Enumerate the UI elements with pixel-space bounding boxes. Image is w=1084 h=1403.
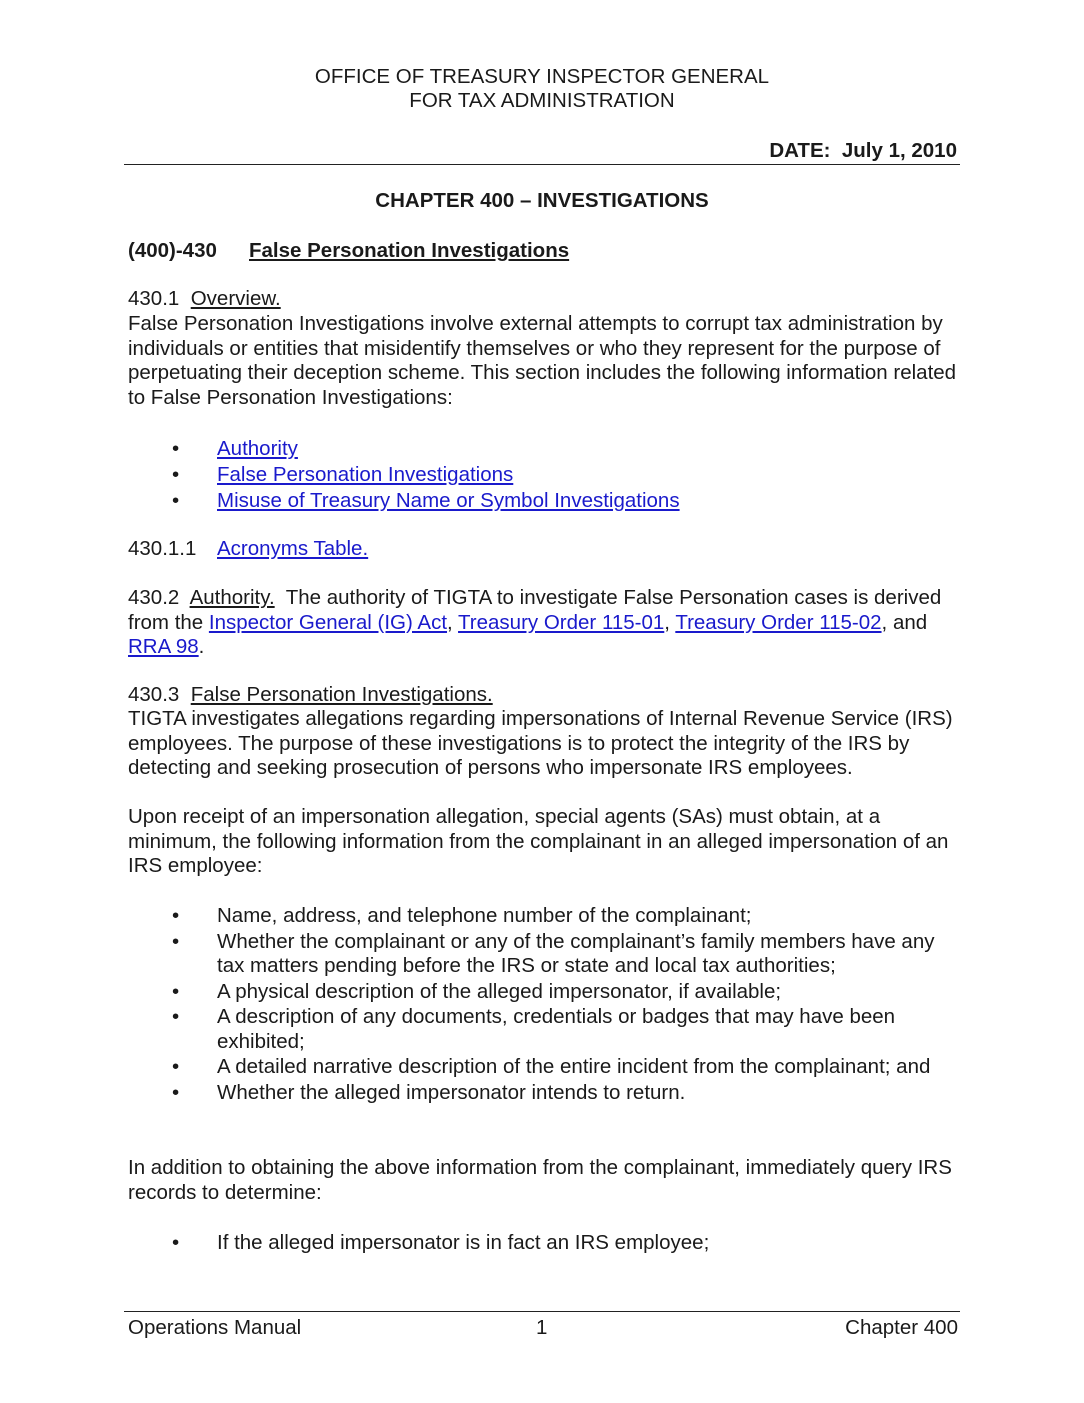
header-agency-line2: FOR TAX ADMINISTRATION: [409, 89, 675, 112]
separator: ,: [447, 610, 459, 634]
separator: ,: [664, 610, 676, 634]
bullet-icon: •: [172, 437, 180, 460]
list-item-text: Whether the alleged impersonator intends to return.: [217, 1080, 686, 1104]
s430-1-body: False Personation Investigations involve external attempts to corrupt tax administration by individuals or entities that misidentify themselves or who they represent for the purpose of perpetuating their deception scheme. This section includes the following information related to False Personation Investigations:: [128, 312, 957, 409]
list-item-text: A description of any documents, credentials or badges that may have been exhibited;: [217, 1005, 896, 1053]
s430-2-number: 430.2: [128, 586, 180, 609]
list-item-text: Whether the complainant or any of the complainant’s family members have any tax matters pending before the IRS or state and local tax authorities;: [217, 929, 935, 977]
s430-1-heading: [128, 287, 958, 312]
date-value: July 1, 2010: [841, 139, 957, 162]
bullet-icon: •: [172, 463, 180, 486]
bullet-icon: •: [172, 1080, 180, 1104]
list-item: [128, 1231, 958, 1256]
s430-3-title: False Personation Investigations.: [190, 683, 493, 706]
list-item: [128, 1055, 958, 1080]
bullet-icon: •: [172, 1055, 180, 1078]
bullet-icon: •: [172, 904, 180, 927]
s430-1-title: Overview.: [190, 287, 281, 310]
section-number: (400)-430: [128, 239, 217, 262]
s430-3-body: TIGTA investigates allegations regarding impersonations of Internal Revenue Service (IRS) employees. The purpose of these investigations is to protect the integrity of the IRS by detecting and seeking prosecution of persons who impersonate IRS employees.: [128, 707, 953, 779]
s430-2-text: The authority of TIGTA to investigate False Personation cases is derived from the: [128, 586, 942, 634]
section-title: False Personation Investigations: [249, 239, 570, 262]
header-agency-line1: OFFICE OF TREASURY INSPECTOR GENERAL: [314, 65, 770, 88]
s430-3-para2: Upon receipt of an impersonation allegation, special agents (SAs) must obtain, at a minimum, the following information from the complainant in an alleged impersonation of an IRS employee:: [128, 805, 949, 877]
header-date: [769, 139, 957, 164]
link-treasury-order-115-01[interactable]: Treasury Order 115-01: [458, 610, 665, 634]
list-item: [128, 462, 958, 488]
list-item: [128, 1081, 958, 1106]
s430-1-1-number: 430.1.1: [128, 537, 197, 560]
s430-1-link-list: [128, 436, 958, 514]
bullet-icon: •: [172, 1005, 180, 1028]
header-rule: [124, 164, 960, 165]
s430-2-title: Authority.: [189, 586, 275, 609]
bullet-icon: •: [172, 929, 180, 953]
list-item-text: A physical description of the alleged impersonator, if available;: [217, 979, 782, 1003]
bullet-icon: •: [172, 979, 180, 1003]
list-item: [128, 436, 958, 462]
link-misuse-of-treasury-name[interactable]: Misuse of Treasury Name or Symbol Investigations: [217, 489, 680, 512]
period: .: [198, 635, 205, 658]
footer-chapter: Chapter 400: [845, 1316, 958, 1339]
list-item-text: Name, address, and telephone number of the complainant;: [217, 904, 752, 927]
list-item-text: If the alleged impersonator is in fact an IRS employee;: [217, 1231, 710, 1254]
list-item: [128, 930, 958, 979]
footer-page-number: 1: [536, 1316, 548, 1339]
list-item: [128, 1005, 958, 1054]
s430-3-heading: [128, 683, 958, 708]
s430-3-number: 430.3: [128, 683, 180, 706]
link-authority[interactable]: Authority: [217, 437, 298, 460]
separator: , and: [881, 610, 928, 634]
footer-manual-name: Operations Manual: [128, 1316, 302, 1339]
chapter-title: CHAPTER 400 – INVESTIGATIONS: [375, 189, 709, 212]
bullet-icon: •: [172, 1231, 180, 1254]
footer-rule: [124, 1311, 960, 1312]
list-item: [128, 980, 958, 1005]
s430-1-number: 430.1: [128, 287, 180, 310]
link-treasury-order-115-02[interactable]: Treasury Order 115-02: [675, 610, 882, 634]
list-item: [128, 904, 958, 929]
link-ig-act[interactable]: Inspector General (IG) Act: [208, 610, 448, 634]
list-item-text: A detailed narrative description of the entire incident from the complainant; and: [217, 1055, 931, 1078]
bullet-icon: •: [172, 489, 180, 512]
s430-3-para3: In addition to obtaining the above information from the complainant, immediately query IRS records to determine:: [128, 1156, 952, 1204]
link-false-personation-investigations[interactable]: False Personation Investigations: [217, 463, 514, 486]
date-label: DATE:: [769, 139, 831, 162]
complainant-info-list: [128, 904, 958, 1105]
link-rra-98[interactable]: RRA 98: [128, 635, 199, 658]
s430-2-paragraph: [128, 586, 958, 660]
list-item: [128, 488, 958, 514]
irs-query-list: [128, 1231, 958, 1256]
link-acronyms-table[interactable]: Acronyms Table.: [217, 537, 369, 560]
